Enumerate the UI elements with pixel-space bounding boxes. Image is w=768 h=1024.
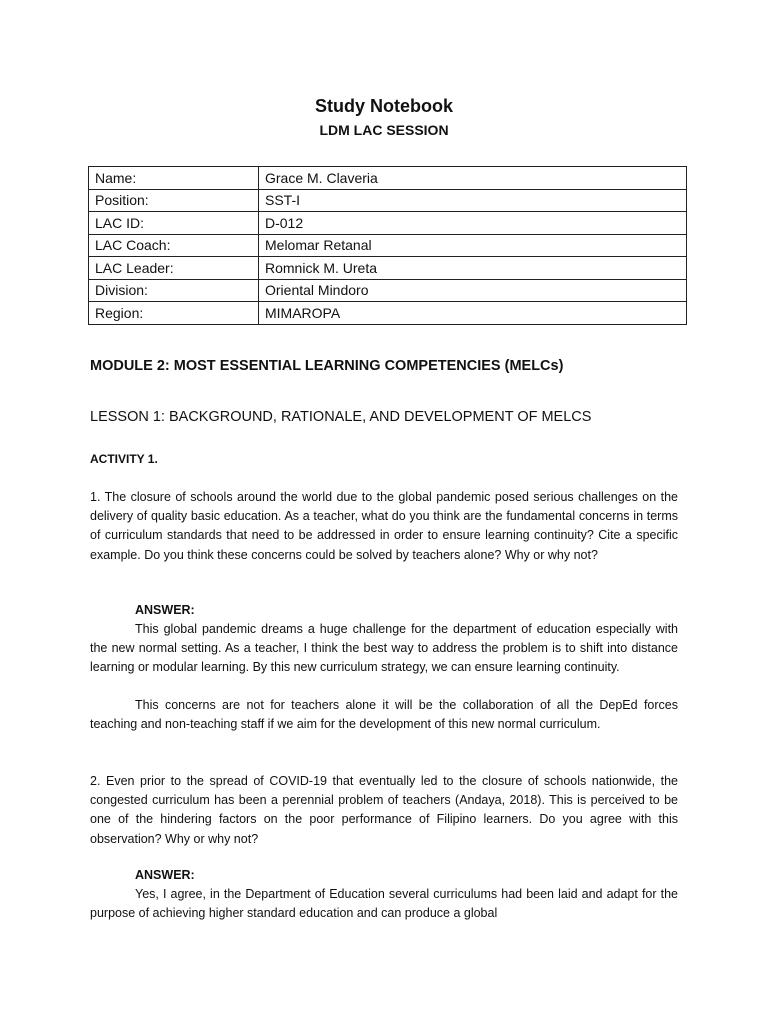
table-row	[89, 302, 687, 325]
table-row	[89, 257, 687, 280]
table-row	[89, 212, 687, 235]
info-table	[88, 166, 687, 325]
info-label: Region:	[89, 302, 259, 325]
info-value: D-012	[259, 212, 687, 235]
answer-label-1: ANSWER:	[135, 603, 195, 617]
document-subtitle: LDM LAC SESSION	[319, 122, 449, 138]
info-label: Position:	[89, 189, 259, 212]
info-label: LAC Coach:	[89, 234, 259, 257]
question-2: 2. Even prior to the spread of COVID-19 that eventually led to the closure of schools nationwide, the congested curriculum has been a perennial problem of teachers (Andaya, 2018). This is perceived to be one of the hindering factors on the poor performance of Filipino learners. Do you agree with this observation? Why or why not?	[90, 774, 678, 846]
info-value: Grace M. Claveria	[259, 167, 687, 190]
lesson-heading: LESSON 1: BACKGROUND, RATIONALE, AND DEVELOPMENT OF MELCS	[90, 409, 592, 425]
info-label: LAC Leader:	[89, 257, 259, 280]
answer-2-paragraph-1: Yes, I agree, in the Department of Education several curriculums had been laid and adapt for the purpose of achieving higher standard education and can produce a global	[90, 887, 678, 921]
info-label: Name:	[89, 167, 259, 190]
info-label: LAC ID:	[89, 212, 259, 235]
info-value: Melomar Retanal	[259, 234, 687, 257]
table-row	[89, 167, 687, 190]
table-row	[89, 279, 687, 302]
answer-1-paragraph-2: This concerns are not for teachers alone it will be the collaboration of all the DepEd forces teaching and non-teaching staff if we aim for the development of this new normal curriculum.	[90, 698, 678, 732]
question-1: 1. The closure of schools around the world due to the global pandemic posed serious challenges on the delivery of quality basic education. As a teacher, what do you think are the fundamental concerns in terms of curriculum standards that need to be addressed in order to ensure learning continuity? Cite a specific example. Do you think these concerns could be solved by teachers alone? Why or why not?	[90, 490, 678, 562]
answer-1-paragraph-1: This global pandemic dreams a huge challenge for the department of education especially with the new normal setting. As a teacher, I think the best way to address the problem is to shift into distance learning or modular learning. By this new curriculum strategy, we can ensure learning continuity.	[90, 622, 678, 675]
module-heading: MODULE 2: MOST ESSENTIAL LEARNING COMPETENCIES (MELCs)	[90, 358, 564, 374]
table-row	[89, 234, 687, 257]
answer-label-2: ANSWER:	[135, 868, 195, 882]
info-label: Division:	[89, 279, 259, 302]
info-value: SST-I	[259, 189, 687, 212]
info-value: Oriental Mindoro	[259, 279, 687, 302]
activity-heading: ACTIVITY 1.	[90, 452, 158, 466]
table-row	[89, 189, 687, 212]
info-value: MIMAROPA	[259, 302, 687, 325]
document-title: Study Notebook	[315, 96, 453, 116]
info-value: Romnick M. Ureta	[259, 257, 687, 280]
